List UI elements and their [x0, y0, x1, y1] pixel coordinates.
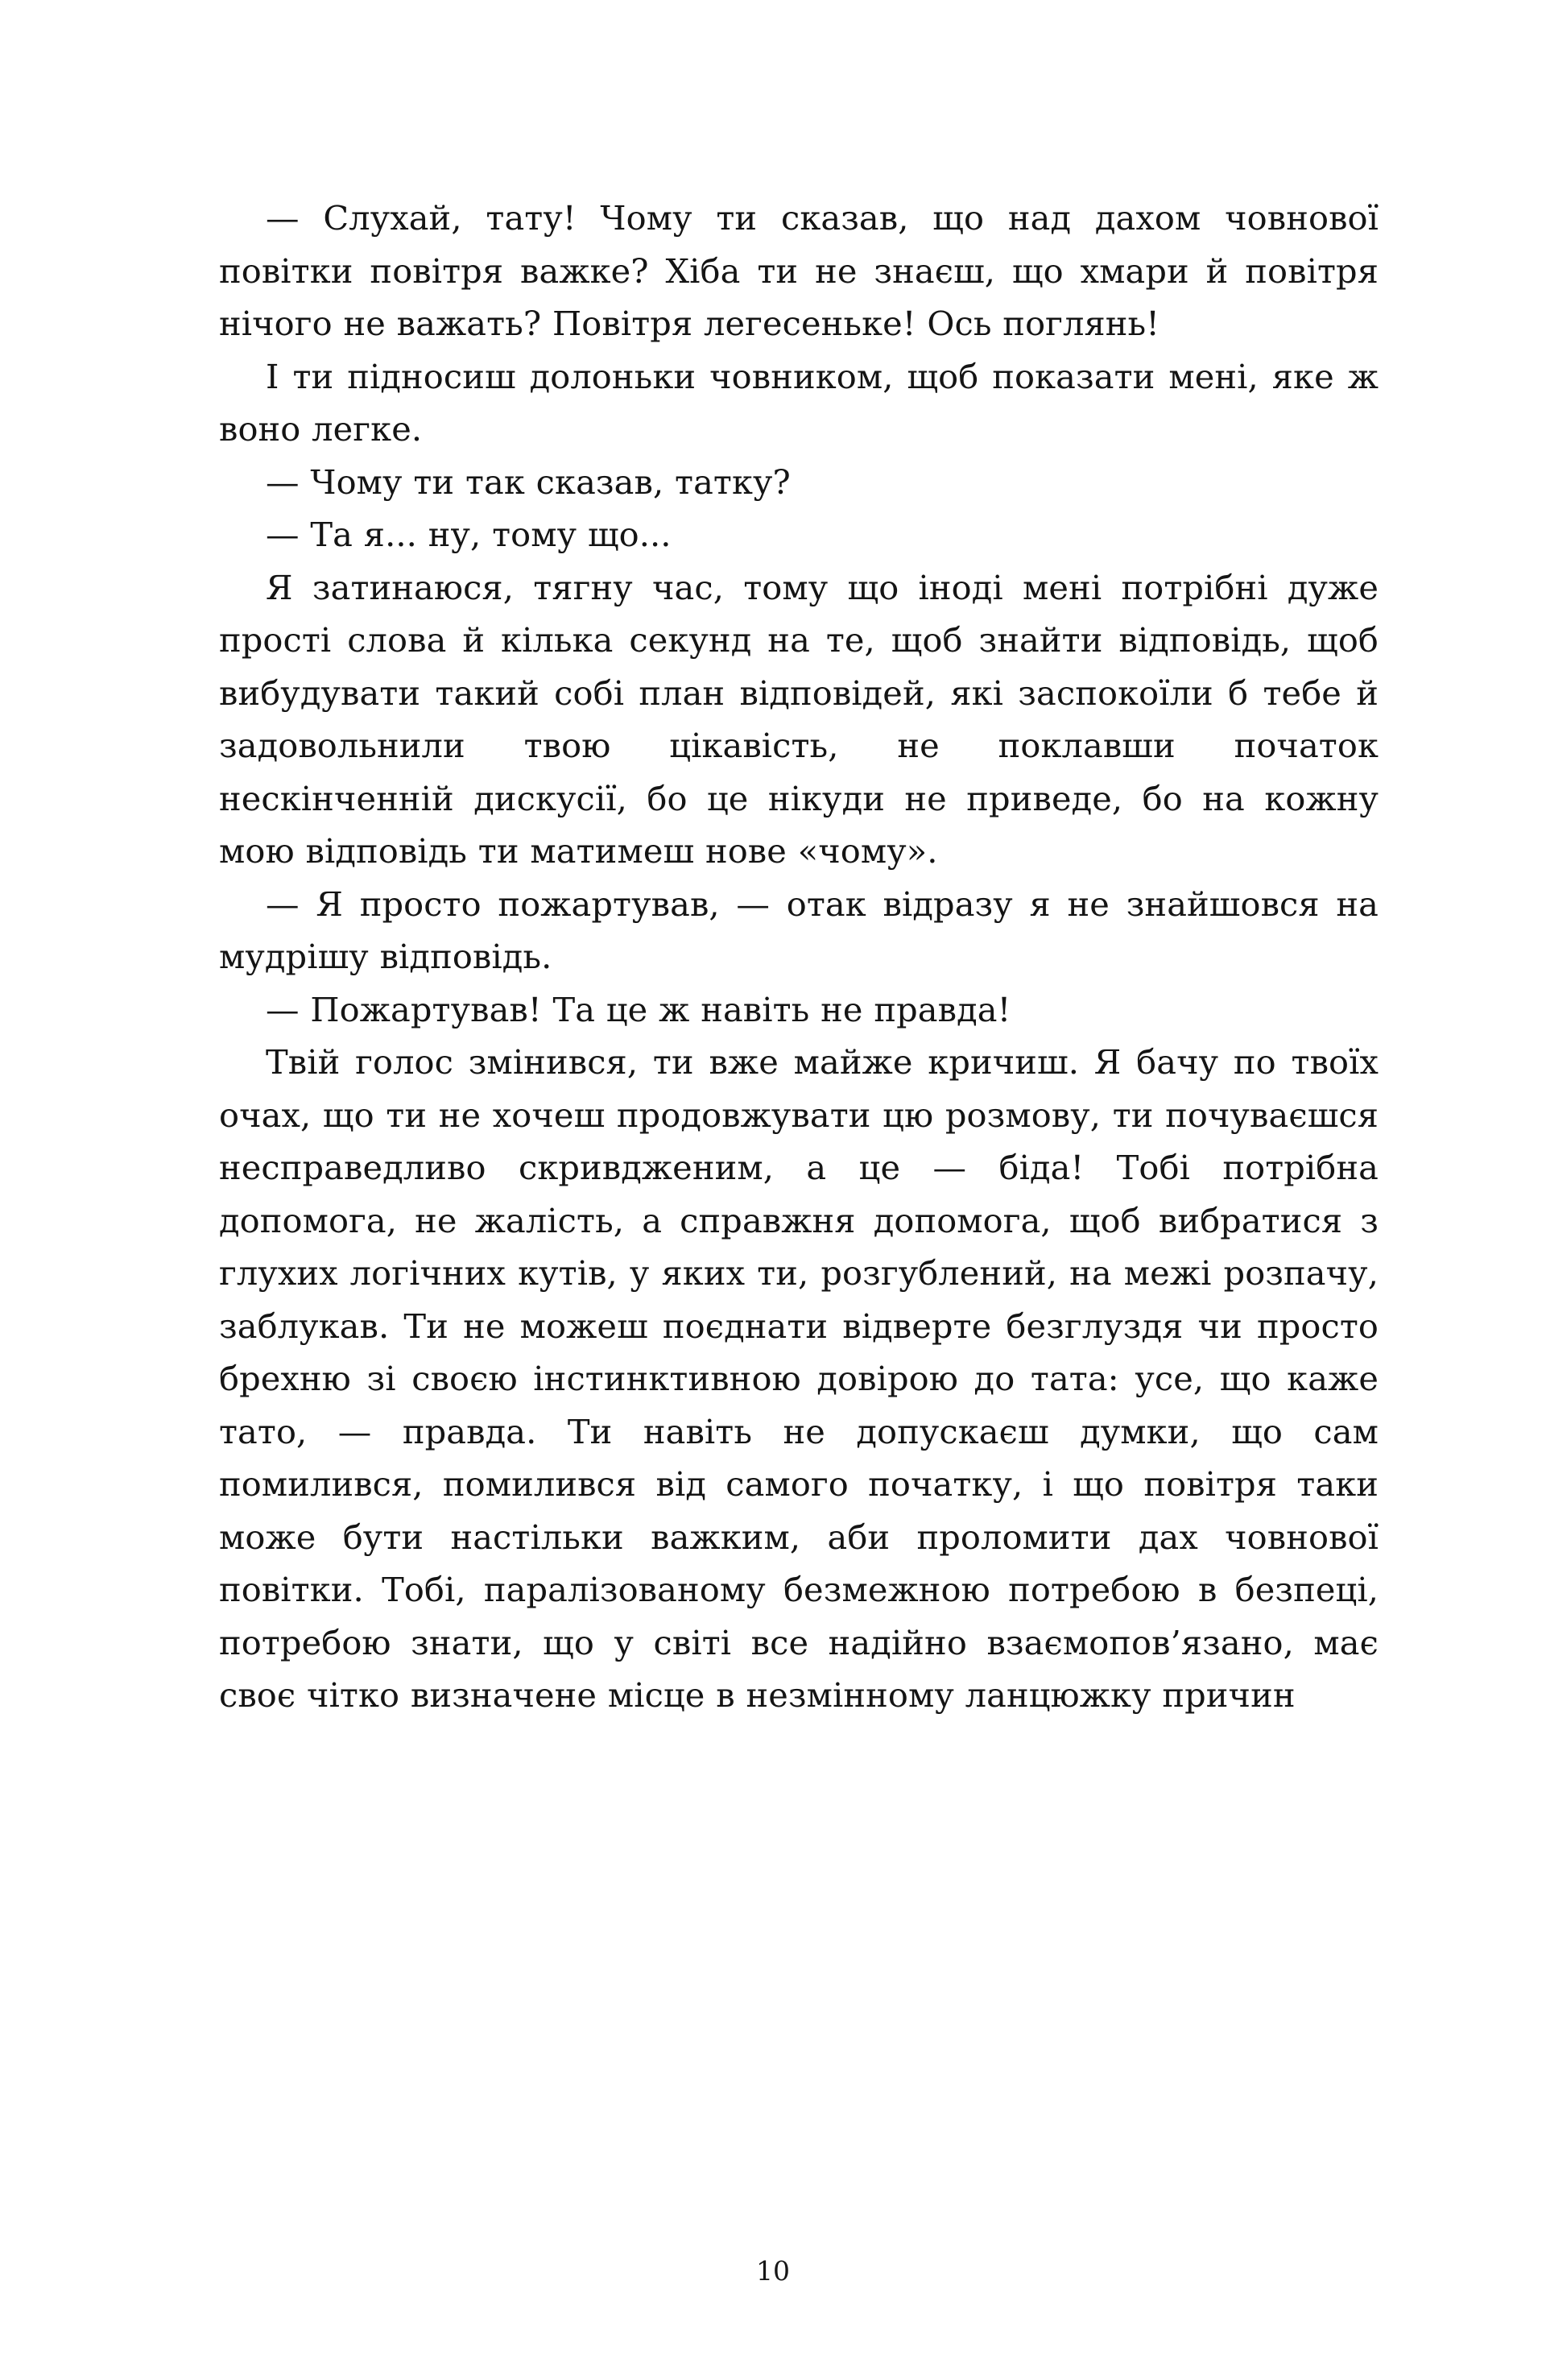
paragraph-narration-3: Твій голос змінився, ти вже майже кричиш. Я бачу по твоїх очах, що ти не хочеш продовжувати цю розмову, ти почуваєшся несправедливо скривдженим, а це — біда! Тобі потрібна допомога, не жалість, а справжня допомога, щоб вибратися з глухих логічних кутів, у яких ти, розгублений, на межі розпачу, заблукав. Ти не можеш поєднати відверте безглуздя чи просто брехню зі своєю інстинктивною довірою до тата: усе, що каже тато, — правда. Ти навіть не допускаєш думки, що сам помилився, помилився від самого початку, і що повітря таки може бути настільки важким, аби проломити дах човнової повітки. Тобі, паралізованому безмежною потребою в безпеці, потребою знати, що у світі все надійно взаємопов’язано, має своє чітко визначене місце в незмінному ланцюжку причин	[219, 1042, 1379, 1715]
page-number: 10	[756, 2255, 790, 2287]
paragraph-dialogue-5: — Пожартував! Та це ж навіть не правда!	[266, 989, 1011, 1029]
paragraph-dialogue-3: — Та я... ну, тому що...	[266, 515, 672, 554]
paragraph-narration-2: Я затинаюся, тягну час, тому що іноді мені потрібні дуже прості слова й кілька секунд на те, щоб знайти відповідь, щоб вибудувати такий собі план відповідей, які заспокоїли б тебе й задовольнили твою цікавість, не поклавши початок нескінченній дискусії, бо це нікуди не приведе, бо на кожну мою відповідь ти матимеш нове «чому».	[219, 567, 1379, 871]
page-text-block	[219, 192, 1379, 1722]
paragraph-dialogue-2: — Чому ти так сказав, татку?	[266, 462, 791, 502]
paragraph-dialogue-1: — Слухай, тату! Чому ти сказав, що над дахом човнової повітки повітря важке? Хіба ти не знаєш, що хмари й повітря нічого не важать? Повітря легесеньке! Ось поглянь!	[219, 198, 1379, 343]
paragraph-dialogue-4: — Я просто пожартував, — отак відразу я не знайшовся на мудрішу відповідь.	[219, 884, 1379, 976]
paragraph-narration-1: І ти підносиш долоньки човником, щоб показати мені, яке ж воно легке.	[219, 356, 1379, 449]
